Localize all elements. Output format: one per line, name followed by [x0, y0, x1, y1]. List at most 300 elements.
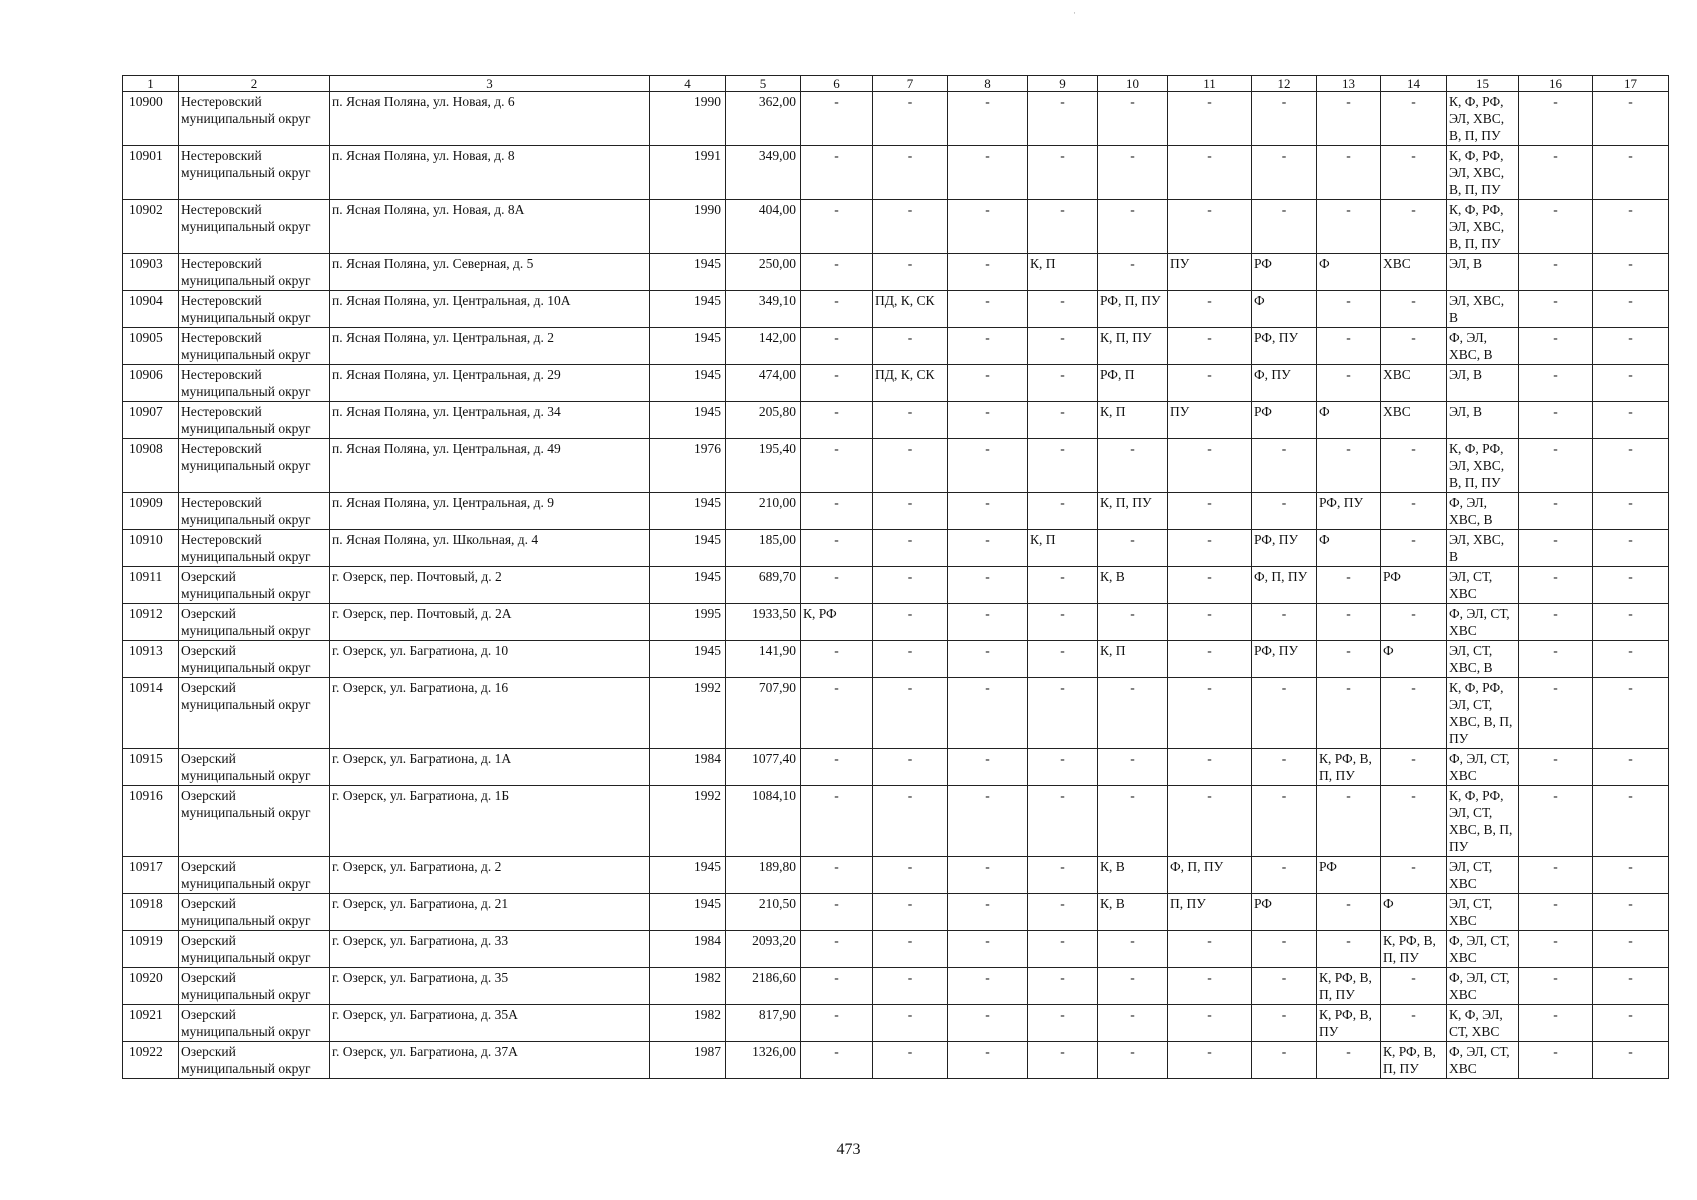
table-cell-col-13: Ф: [1317, 254, 1381, 291]
table-cell-col-7: -: [873, 530, 948, 567]
table-cell-col-1: 10917: [123, 857, 179, 894]
table-cell-col-3: г. Озерск, ул. Багратиона, д. 33: [330, 931, 650, 968]
table-cell-col-4: 1990: [650, 92, 726, 146]
table-cell-col-6: К, РФ: [801, 604, 873, 641]
table-cell-col-9: -: [1028, 402, 1098, 439]
table-cell-col-6: -: [801, 493, 873, 530]
column-header-8: 8: [948, 76, 1028, 92]
table-cell-col-17: -: [1593, 328, 1669, 365]
table-cell-col-16: -: [1519, 968, 1593, 1005]
table-cell-col-17: -: [1593, 200, 1669, 254]
table-cell-col-2: Нестеровский муниципальный округ: [179, 530, 330, 567]
table-cell-col-12: РФ, ПУ: [1252, 328, 1317, 365]
table-cell-col-4: 1992: [650, 786, 726, 857]
table-cell-col-16: -: [1519, 530, 1593, 567]
table-cell-col-10: К, П, ПУ: [1098, 493, 1168, 530]
table-cell-col-8: -: [948, 439, 1028, 493]
table-cell-col-13: -: [1317, 365, 1381, 402]
table-cell-col-7: ПД, К, СК: [873, 291, 948, 328]
table-cell-col-12: -: [1252, 493, 1317, 530]
table-cell-col-15: К, Ф, РФ, ЭЛ, ХВС, В, П, ПУ: [1447, 146, 1519, 200]
table-cell-col-13: -: [1317, 1042, 1381, 1079]
table-cell-col-12: -: [1252, 931, 1317, 968]
table-cell-col-5: 362,00: [726, 92, 801, 146]
table-cell-col-8: -: [948, 894, 1028, 931]
table-cell-col-5: 689,70: [726, 567, 801, 604]
table-cell-col-15: К, Ф, РФ, ЭЛ, СТ, ХВС, В, П, ПУ: [1447, 678, 1519, 749]
table-cell-col-4: 1991: [650, 146, 726, 200]
table-cell-col-2: Нестеровский муниципальный округ: [179, 365, 330, 402]
table-cell-col-4: 1976: [650, 439, 726, 493]
table-cell-col-17: -: [1593, 493, 1669, 530]
table-row: [123, 328, 1669, 365]
table-cell-col-3: п. Ясная Поляна, ул. Центральная, д. 34: [330, 402, 650, 439]
table-cell-col-16: -: [1519, 92, 1593, 146]
table-cell-col-14: -: [1381, 968, 1447, 1005]
column-header-5: 5: [726, 76, 801, 92]
table-cell-col-2: Озерский муниципальный округ: [179, 1005, 330, 1042]
table-row: [123, 678, 1669, 749]
table-cell-col-4: 1982: [650, 1005, 726, 1042]
table-cell-col-8: -: [948, 146, 1028, 200]
table-cell-col-7: -: [873, 894, 948, 931]
table-cell-col-16: -: [1519, 200, 1593, 254]
table-cell-col-15: ЭЛ, ХВС, В: [1447, 291, 1519, 328]
table-cell-col-2: Озерский муниципальный округ: [179, 857, 330, 894]
table-cell-col-3: г. Озерск, пер. Почтовый, д. 2А: [330, 604, 650, 641]
table-cell-col-14: -: [1381, 200, 1447, 254]
table-cell-col-15: Ф, ЭЛ, ХВС, В: [1447, 493, 1519, 530]
table-cell-col-6: -: [801, 857, 873, 894]
table-cell-col-17: -: [1593, 641, 1669, 678]
table-cell-col-3: п. Ясная Поляна, ул. Центральная, д. 49: [330, 439, 650, 493]
table-cell-col-11: Ф, П, ПУ: [1168, 857, 1252, 894]
table-cell-col-9: -: [1028, 567, 1098, 604]
table-cell-col-4: 1992: [650, 678, 726, 749]
table-cell-col-10: -: [1098, 92, 1168, 146]
table-row: [123, 604, 1669, 641]
table-cell-col-9: К, П: [1028, 530, 1098, 567]
table-cell-col-14: РФ: [1381, 567, 1447, 604]
table-cell-col-3: г. Озерск, ул. Багратиона, д. 10: [330, 641, 650, 678]
table-cell-col-1: 10906: [123, 365, 179, 402]
table-cell-col-15: ЭЛ, В: [1447, 365, 1519, 402]
table-cell-col-14: -: [1381, 92, 1447, 146]
table-cell-col-7: -: [873, 200, 948, 254]
table-cell-col-1: 10900: [123, 92, 179, 146]
table-cell-col-16: -: [1519, 493, 1593, 530]
table-cell-col-11: -: [1168, 567, 1252, 604]
table-cell-col-12: РФ: [1252, 402, 1317, 439]
table-cell-col-17: -: [1593, 530, 1669, 567]
table-cell-col-17: -: [1593, 968, 1669, 1005]
table-cell-col-16: -: [1519, 1005, 1593, 1042]
column-header-15: 15: [1447, 76, 1519, 92]
table-cell-col-14: -: [1381, 857, 1447, 894]
table-cell-col-10: -: [1098, 678, 1168, 749]
table-cell-col-17: -: [1593, 1042, 1669, 1079]
table-cell-col-3: п. Ясная Поляна, ул. Центральная, д. 9: [330, 493, 650, 530]
table-cell-col-3: п. Ясная Поляна, ул. Центральная, д. 29: [330, 365, 650, 402]
table-cell-col-16: -: [1519, 291, 1593, 328]
table-cell-col-11: -: [1168, 365, 1252, 402]
table-row: [123, 530, 1669, 567]
table-cell-col-14: -: [1381, 678, 1447, 749]
table-cell-col-15: К, Ф, ЭЛ, СТ, ХВС: [1447, 1005, 1519, 1042]
table-cell-col-14: -: [1381, 146, 1447, 200]
table-row: [123, 92, 1669, 146]
table-cell-col-9: -: [1028, 786, 1098, 857]
table-cell-col-7: -: [873, 92, 948, 146]
table-cell-col-2: Озерский муниципальный округ: [179, 678, 330, 749]
table-cell-col-8: -: [948, 365, 1028, 402]
table-cell-col-3: г. Озерск, пер. Почтовый, д. 2: [330, 567, 650, 604]
table-cell-col-16: -: [1519, 749, 1593, 786]
table-cell-col-12: Ф, П, ПУ: [1252, 567, 1317, 604]
table-cell-col-1: 10918: [123, 894, 179, 931]
table-cell-col-5: 210,50: [726, 894, 801, 931]
table-cell-col-10: -: [1098, 749, 1168, 786]
table-cell-col-9: -: [1028, 146, 1098, 200]
column-number-row: [123, 76, 1669, 92]
table-cell-col-7: -: [873, 146, 948, 200]
table-cell-col-16: -: [1519, 786, 1593, 857]
table-cell-col-6: -: [801, 894, 873, 931]
table-cell-col-2: Озерский муниципальный округ: [179, 567, 330, 604]
table-cell-col-17: -: [1593, 894, 1669, 931]
table-cell-col-14: К, РФ, В, П, ПУ: [1381, 931, 1447, 968]
table-cell-col-6: -: [801, 402, 873, 439]
table-cell-col-8: -: [948, 931, 1028, 968]
table-cell-col-13: -: [1317, 567, 1381, 604]
table-cell-col-1: 10921: [123, 1005, 179, 1042]
table-cell-col-6: -: [801, 254, 873, 291]
table-cell-col-3: г. Озерск, ул. Багратиона, д. 1А: [330, 749, 650, 786]
table-cell-col-4: 1995: [650, 604, 726, 641]
table-cell-col-2: Нестеровский муниципальный округ: [179, 402, 330, 439]
table-cell-col-12: РФ, ПУ: [1252, 530, 1317, 567]
table-row: [123, 200, 1669, 254]
table-cell-col-1: 10915: [123, 749, 179, 786]
table-cell-col-6: -: [801, 641, 873, 678]
table-cell-col-9: -: [1028, 1042, 1098, 1079]
table-cell-col-12: -: [1252, 146, 1317, 200]
table-cell-col-14: -: [1381, 530, 1447, 567]
column-header-16: 16: [1519, 76, 1593, 92]
table-cell-col-16: -: [1519, 365, 1593, 402]
table-cell-col-12: -: [1252, 968, 1317, 1005]
page-number: 473: [836, 1141, 861, 1158]
table-cell-col-4: 1987: [650, 1042, 726, 1079]
table-cell-col-17: -: [1593, 254, 1669, 291]
table-cell-col-11: -: [1168, 1005, 1252, 1042]
table-cell-col-8: -: [948, 493, 1028, 530]
table-cell-col-4: 1984: [650, 931, 726, 968]
table-row: [123, 402, 1669, 439]
table-cell-col-8: -: [948, 857, 1028, 894]
table-cell-col-14: -: [1381, 291, 1447, 328]
table-cell-col-1: 10902: [123, 200, 179, 254]
table-cell-col-13: -: [1317, 931, 1381, 968]
table-cell-col-16: -: [1519, 604, 1593, 641]
table-cell-col-2: Нестеровский муниципальный округ: [179, 92, 330, 146]
table-cell-col-12: Ф, ПУ: [1252, 365, 1317, 402]
table-cell-col-17: -: [1593, 857, 1669, 894]
table-cell-col-4: 1945: [650, 328, 726, 365]
table-cell-col-15: Ф, ЭЛ, ХВС, В: [1447, 328, 1519, 365]
column-header-11: 11: [1168, 76, 1252, 92]
table-cell-col-15: Ф, ЭЛ, СТ, ХВС: [1447, 931, 1519, 968]
table-cell-col-16: -: [1519, 931, 1593, 968]
table-cell-col-6: -: [801, 200, 873, 254]
table-cell-col-11: -: [1168, 786, 1252, 857]
table-cell-col-7: -: [873, 641, 948, 678]
table-cell-col-7: -: [873, 931, 948, 968]
table-cell-col-9: -: [1028, 931, 1098, 968]
table-cell-col-5: 2186,60: [726, 968, 801, 1005]
table-cell-col-11: П, ПУ: [1168, 894, 1252, 931]
table-cell-col-3: г. Озерск, ул. Багратиона, д. 37А: [330, 1042, 650, 1079]
column-header-4: 4: [650, 76, 726, 92]
table-cell-col-16: -: [1519, 1042, 1593, 1079]
table-cell-col-13: -: [1317, 200, 1381, 254]
table-cell-col-1: 10912: [123, 604, 179, 641]
table-cell-col-10: -: [1098, 146, 1168, 200]
table-cell-col-2: Нестеровский муниципальный округ: [179, 254, 330, 291]
table-cell-col-17: -: [1593, 1005, 1669, 1042]
table-cell-col-16: -: [1519, 439, 1593, 493]
column-header-14: 14: [1381, 76, 1447, 92]
table-cell-col-5: 1084,10: [726, 786, 801, 857]
table-cell-col-7: -: [873, 567, 948, 604]
table-cell-col-1: 10908: [123, 439, 179, 493]
table-cell-col-8: -: [948, 567, 1028, 604]
table-cell-col-13: РФ, ПУ: [1317, 493, 1381, 530]
table-cell-col-10: К, П: [1098, 641, 1168, 678]
table-cell-col-13: -: [1317, 604, 1381, 641]
table-cell-col-16: -: [1519, 857, 1593, 894]
table-row: [123, 291, 1669, 328]
table-cell-col-12: -: [1252, 1005, 1317, 1042]
table-cell-col-10: К, П: [1098, 402, 1168, 439]
table-cell-col-4: 1982: [650, 968, 726, 1005]
table-cell-col-1: 10914: [123, 678, 179, 749]
table-cell-col-17: -: [1593, 402, 1669, 439]
table-cell-col-5: 2093,20: [726, 931, 801, 968]
table-cell-col-4: 1945: [650, 493, 726, 530]
table-cell-col-5: 349,00: [726, 146, 801, 200]
table-row: [123, 749, 1669, 786]
table-cell-col-4: 1945: [650, 365, 726, 402]
table-cell-col-12: РФ: [1252, 894, 1317, 931]
column-header-3: 3: [330, 76, 650, 92]
table-cell-col-15: К, Ф, РФ, ЭЛ, ХВС, В, П, ПУ: [1447, 200, 1519, 254]
table-cell-col-17: -: [1593, 678, 1669, 749]
table-cell-col-16: -: [1519, 894, 1593, 931]
table-cell-col-13: К, РФ, В, ПУ: [1317, 1005, 1381, 1042]
table-cell-col-12: -: [1252, 678, 1317, 749]
table-cell-col-9: -: [1028, 894, 1098, 931]
column-header-6: 6: [801, 76, 873, 92]
table-cell-col-13: -: [1317, 678, 1381, 749]
table-cell-col-8: -: [948, 328, 1028, 365]
table-row: [123, 146, 1669, 200]
table-cell-col-8: -: [948, 1042, 1028, 1079]
table-cell-col-7: -: [873, 968, 948, 1005]
table-cell-col-5: 707,90: [726, 678, 801, 749]
table-cell-col-16: -: [1519, 567, 1593, 604]
table-cell-col-1: 10922: [123, 1042, 179, 1079]
table-cell-col-8: -: [948, 786, 1028, 857]
table-cell-col-3: п. Ясная Поляна, ул. Центральная, д. 10А: [330, 291, 650, 328]
table-cell-col-7: -: [873, 1042, 948, 1079]
table-row: [123, 857, 1669, 894]
table-cell-col-8: -: [948, 641, 1028, 678]
table-cell-col-11: -: [1168, 92, 1252, 146]
table-cell-col-14: -: [1381, 1005, 1447, 1042]
table-cell-col-1: 10903: [123, 254, 179, 291]
table-cell-col-1: 10905: [123, 328, 179, 365]
table-cell-col-8: -: [948, 402, 1028, 439]
table-cell-col-15: ЭЛ, В: [1447, 254, 1519, 291]
table-row: [123, 439, 1669, 493]
table-cell-col-14: ХВС: [1381, 365, 1447, 402]
table-cell-col-4: 1990: [650, 200, 726, 254]
table-cell-col-9: -: [1028, 328, 1098, 365]
table-cell-col-14: -: [1381, 328, 1447, 365]
table-cell-col-6: -: [801, 749, 873, 786]
table-cell-col-3: г. Озерск, ул. Багратиона, д. 35А: [330, 1005, 650, 1042]
table-cell-col-5: 250,00: [726, 254, 801, 291]
table-cell-col-5: 189,80: [726, 857, 801, 894]
table-cell-col-7: -: [873, 1005, 948, 1042]
table-cell-col-9: -: [1028, 365, 1098, 402]
table-cell-col-14: Ф: [1381, 894, 1447, 931]
table-cell-col-16: -: [1519, 328, 1593, 365]
table-row: [123, 254, 1669, 291]
table-cell-col-12: РФ: [1252, 254, 1317, 291]
table-cell-col-11: -: [1168, 968, 1252, 1005]
table-cell-col-15: ЭЛ, СТ, ХВС: [1447, 567, 1519, 604]
table-cell-col-3: п. Ясная Поляна, ул. Центральная, д. 2: [330, 328, 650, 365]
table-cell-col-15: Ф, ЭЛ, СТ, ХВС: [1447, 604, 1519, 641]
table-cell-col-7: -: [873, 439, 948, 493]
table-cell-col-13: Ф: [1317, 402, 1381, 439]
table-cell-col-14: ХВС: [1381, 402, 1447, 439]
scan-mark: ·: [1073, 8, 1076, 18]
table-cell-col-8: -: [948, 200, 1028, 254]
table-cell-col-13: -: [1317, 786, 1381, 857]
table-cell-col-17: -: [1593, 439, 1669, 493]
table-cell-col-8: -: [948, 291, 1028, 328]
table-cell-col-14: ХВС: [1381, 254, 1447, 291]
table-cell-col-17: -: [1593, 92, 1669, 146]
table-cell-col-10: -: [1098, 530, 1168, 567]
table-cell-col-2: Нестеровский муниципальный округ: [179, 439, 330, 493]
table-cell-col-12: РФ, ПУ: [1252, 641, 1317, 678]
table-cell-col-5: 142,00: [726, 328, 801, 365]
table-cell-col-5: 474,00: [726, 365, 801, 402]
table-row: [123, 894, 1669, 931]
table-cell-col-10: К, П, ПУ: [1098, 328, 1168, 365]
table-cell-col-2: Нестеровский муниципальный округ: [179, 328, 330, 365]
table-cell-col-7: -: [873, 678, 948, 749]
table-cell-col-13: Ф: [1317, 530, 1381, 567]
table-cell-col-15: К, Ф, РФ, ЭЛ, СТ, ХВС, В, П, ПУ: [1447, 786, 1519, 857]
table-cell-col-10: -: [1098, 786, 1168, 857]
table-cell-col-1: 10901: [123, 146, 179, 200]
table-cell-col-3: г. Озерск, ул. Багратиона, д. 21: [330, 894, 650, 931]
table-cell-col-9: -: [1028, 200, 1098, 254]
table-cell-col-1: 10907: [123, 402, 179, 439]
table-cell-col-8: -: [948, 254, 1028, 291]
table-row: [123, 931, 1669, 968]
table-cell-col-2: Озерский муниципальный округ: [179, 968, 330, 1005]
table-row: [123, 786, 1669, 857]
table-cell-col-4: 1945: [650, 894, 726, 931]
table-cell-col-4: 1945: [650, 641, 726, 678]
table-cell-col-4: 1984: [650, 749, 726, 786]
table-cell-col-12: -: [1252, 1042, 1317, 1079]
table-cell-col-11: -: [1168, 493, 1252, 530]
table-cell-col-3: г. Озерск, ул. Багратиона, д. 16: [330, 678, 650, 749]
table-cell-col-5: 195,40: [726, 439, 801, 493]
table-cell-col-12: -: [1252, 92, 1317, 146]
table-cell-col-15: ЭЛ, В: [1447, 402, 1519, 439]
table-cell-col-6: -: [801, 439, 873, 493]
table-cell-col-6: -: [801, 968, 873, 1005]
table-cell-col-9: -: [1028, 493, 1098, 530]
table-cell-col-13: -: [1317, 439, 1381, 493]
table-cell-col-3: п. Ясная Поляна, ул. Новая, д. 6: [330, 92, 650, 146]
table-cell-col-11: -: [1168, 678, 1252, 749]
table-cell-col-4: 1945: [650, 857, 726, 894]
table-cell-col-11: -: [1168, 604, 1252, 641]
table-cell-col-11: -: [1168, 200, 1252, 254]
table-cell-col-15: Ф, ЭЛ, СТ, ХВС: [1447, 968, 1519, 1005]
table-cell-col-13: К, РФ, В, П, ПУ: [1317, 749, 1381, 786]
table-cell-col-15: ЭЛ, СТ, ХВС: [1447, 857, 1519, 894]
table-cell-col-1: 10913: [123, 641, 179, 678]
column-header-13: 13: [1317, 76, 1381, 92]
table-cell-col-14: -: [1381, 439, 1447, 493]
table-cell-col-8: -: [948, 749, 1028, 786]
table-cell-col-6: -: [801, 678, 873, 749]
table-cell-col-13: -: [1317, 894, 1381, 931]
table-cell-col-7: ПД, К, СК: [873, 365, 948, 402]
column-header-1: 1: [123, 76, 179, 92]
table-cell-col-5: 1933,50: [726, 604, 801, 641]
table-cell-col-16: -: [1519, 402, 1593, 439]
table-cell-col-9: -: [1028, 439, 1098, 493]
table-row: [123, 365, 1669, 402]
table-cell-col-1: 10919: [123, 931, 179, 968]
table-cell-col-14: -: [1381, 604, 1447, 641]
table-cell-col-12: -: [1252, 439, 1317, 493]
table-cell-col-6: -: [801, 328, 873, 365]
table-row: [123, 968, 1669, 1005]
table-cell-col-9: -: [1028, 857, 1098, 894]
table-cell-col-10: К, В: [1098, 567, 1168, 604]
table-cell-col-2: Озерский муниципальный округ: [179, 604, 330, 641]
table-cell-col-11: -: [1168, 146, 1252, 200]
table-cell-col-9: -: [1028, 641, 1098, 678]
table-cell-col-11: -: [1168, 291, 1252, 328]
table-cell-col-8: -: [948, 604, 1028, 641]
table-cell-col-8: -: [948, 678, 1028, 749]
table-cell-col-14: К, РФ, В, П, ПУ: [1381, 1042, 1447, 1079]
table-cell-col-1: 10920: [123, 968, 179, 1005]
